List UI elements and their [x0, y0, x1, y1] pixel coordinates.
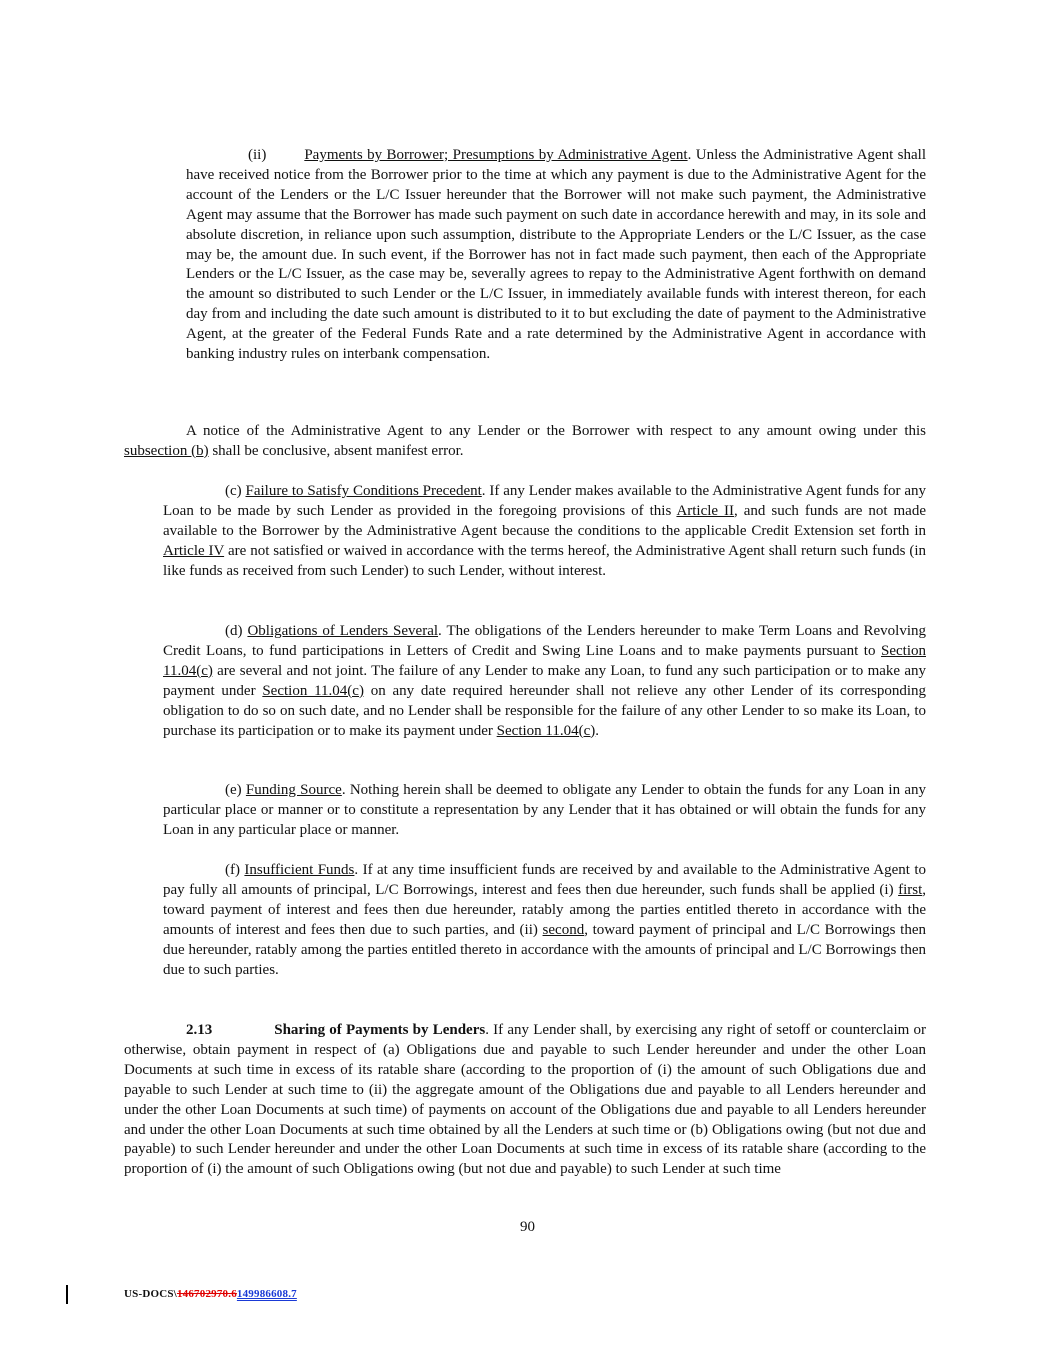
- paragraph-ii: [186, 146, 926, 365]
- footer-deleted-id: 146702970.6: [176, 1288, 237, 1300]
- paragraph-d-text-2: are several and not joint. The failure of any Lender to make any Loan, to fund any such participation or to make any payment under: [163, 662, 926, 699]
- paragraph-f: [163, 861, 926, 980]
- article-ii-reference: Article II: [676, 502, 735, 519]
- section-2-13-text: . If any Lender shall, by exercising any right of setoff or counterclaim or otherwise, obtain payment in respect of (a) Obligations due and payable to such Lender hereunder and under the other Loan Documents at such time in excess of its ratable share (according to the proportion of (i) the amount of such Obligations due and payable to such Lender at such time to (ii) the aggregate amount of the Obligations due and payable to all Lenders hereunder and under the other Loan Documents at such time) of payments on account of the Obligations due and payable to all Lenders hereunder and under the other Loan Documents at such time obtained by all the Lenders at such time or (b) Obligations owing (but not due and payable) to such Lender hereunder and under the other Loan Documents at such time in excess of its ratable share (according to the proportion of (i) the amount of such Obligations owing (but not due and payable) to such Lender at such time: [124, 1022, 926, 1178]
- document-footer: [124, 1288, 297, 1300]
- section-11-04c-reference: Section 11.04(c): [262, 682, 364, 699]
- paragraph-c-text-3: are not satisfied or waived in accordance with the terms hereof, the Administrative Agent shall return such funds (in like funds as received from such Lender) to such Lender, without interest.: [163, 542, 926, 579]
- notice-text-1: A notice of the Administrative Agent to any Lender or the Borrower with respect to any amount owing under this: [186, 423, 926, 439]
- article-iv-reference: Article IV: [163, 542, 225, 559]
- section-2-13: [124, 1021, 926, 1180]
- paragraph-d-text-3: on any date required hereunder shall not relieve any other Lender of its corresponding obligation to do so on such date, and no Lender shall be responsible for the failure of any other Lender to so make its Loan, to purchase its participation or to make its payment under: [163, 682, 926, 739]
- paragraph-f-text-3: , toward payment of principal and L/C Borrowings then due hereunder, ratably among the parties entitled thereto in accordance with the amounts of principal and L/C Borrowings then due to such parties.: [163, 921, 926, 978]
- paragraph-f-text-1: . If at any time insufficient funds are received by and available to the Administrative Agent to pay fully all amounts of principal, L/C Borrowings, interest and fees then due hereunder, such funds shall be applied (i): [163, 862, 926, 898]
- subsection-b-reference: subsection (b): [124, 442, 209, 459]
- paragraph-ii-label: (ii): [248, 147, 267, 163]
- notice-text-2: shall be conclusive, absent manifest error.: [208, 442, 464, 459]
- paragraph-c-label: (c): [225, 483, 246, 499]
- paragraph-d-text-1: . The obligations of the Lenders hereunder to make Term Loans and Revolving Credit Loans, to fund participations in Letters of Credit and Swing Line Loans and to make payments pursuant to: [163, 623, 927, 659]
- paragraph-ii-heading: Payments by Borrower; Presumptions by Administrative Agent: [304, 147, 688, 163]
- paragraph-d-heading: Obligations of Lenders Several: [247, 623, 439, 639]
- first-term: first: [898, 881, 923, 898]
- change-bar: [66, 1285, 68, 1304]
- footer-prefix: US-DOCS\: [124, 1288, 177, 1300]
- paragraph-f-label: (f): [225, 862, 245, 878]
- paragraph-e-label: (e): [225, 782, 246, 798]
- section-2-13-title: Sharing of Payments by Lenders: [274, 1022, 486, 1038]
- paragraph-c-text-1: . If any Lender makes available to the Administrative Agent funds for any Loan to be made by such Lender as provided in the foregoing provisions of this: [163, 483, 926, 519]
- paragraph-f-text-2: , toward payment of interest and fees then due hereunder, ratably among the parties entitled thereto in accordance with the amounts of interest and fees then due to such parties, and (ii): [163, 881, 926, 938]
- paragraph-f-heading: Insufficient Funds: [244, 862, 355, 878]
- section-2-13-number: 2.13: [186, 1022, 213, 1038]
- notice-paragraph: [124, 422, 926, 462]
- paragraph-c-text-2: , and such funds are not made available to the Borrower by the Administrative Agent because the conditions to the applicable Credit Extension set forth in: [163, 502, 926, 539]
- page-number: 90: [520, 1219, 535, 1235]
- paragraph-e-text: . Nothing herein shall be deemed to obligate any Lender to obtain the funds for any Loan in any particular place or manner or to constitute a representation by any Lender that it has obtained or will obtain the funds for any Loan in any particular place or manner.: [163, 782, 926, 838]
- paragraph-d-text-4: .: [595, 722, 599, 739]
- paragraph-e-heading: Funding Source: [245, 782, 342, 798]
- paragraph-c-heading: Failure to Satisfy Conditions Precedent: [245, 483, 482, 499]
- footer-inserted-id: 149986608.7: [236, 1288, 297, 1300]
- paragraph-c: [163, 482, 926, 582]
- section-11-04c-reference: Section 11.04(c): [496, 722, 596, 739]
- paragraph-d-label: (d): [225, 623, 248, 639]
- section-11-04c-reference: Section 11.04(c): [163, 642, 926, 679]
- paragraph-ii-text: . Unless the Administrative Agent shall have received notice from the Borrower prior to the time at which any payment is due to the Administrative Agent for the account of the Lenders or the L/C Issuer hereunder that the Borrower will not make such payment, the Administrative Agent may assume that the Borrower has made such payment on such date in accordance herewith and may, in its sole and absolute discretion, in reliance upon such assumption, distribute to the Appropriate Lenders or the L/C Issuer, as the case may be, the amount due. In such event, if the Borrower has not in fact made such payment, then each of the Appropriate Lenders or the L/C Issuer, as the case may be, severally agrees to repay to the Administrative Agent forthwith on demand the amount so distributed to such Lender or the L/C Issuer, in immediately available funds with interest thereon, for each day from and including the date such amount is distributed to it to but excluding the date of payment to the Administrative Agent, at the greater of the Federal Funds Rate and a rate determined by the Administrative Agent in accordance with banking industry rules on interbank compensation.: [186, 147, 926, 363]
- second-term: second: [542, 921, 585, 938]
- paragraph-e: [163, 781, 926, 841]
- paragraph-d: [163, 622, 926, 741]
